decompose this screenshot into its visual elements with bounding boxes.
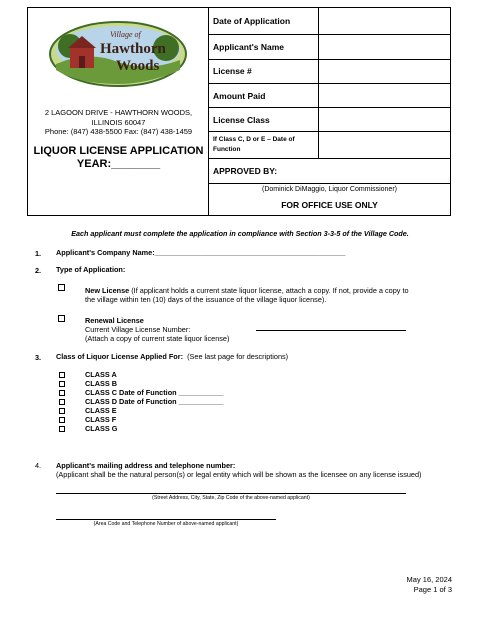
class-a-label: CLASS A bbox=[85, 370, 117, 379]
q3-label: Class of Liquor License Applied For: bbox=[56, 352, 184, 361]
class-g-checkbox[interactable] bbox=[59, 426, 65, 432]
new-license-note1: (If applicant holds a current state liquor license, attach a copy. If not, provide a copy to bbox=[129, 286, 409, 295]
logo-text-bottom: Woods bbox=[116, 58, 160, 74]
label-date-of-function: If Class C, D or E – Date of Function bbox=[209, 132, 319, 158]
label-applicant-name: Applicant's Name bbox=[209, 35, 319, 59]
row-license-class bbox=[209, 108, 450, 132]
row-applicant-name bbox=[209, 35, 450, 60]
current-license-number-label: Current Village License Number: bbox=[85, 325, 191, 334]
q1-number: 1. bbox=[35, 249, 42, 258]
field-date-of-application[interactable] bbox=[319, 8, 450, 34]
q2-label: Type of Application: bbox=[56, 265, 126, 274]
class-d-label: CLASS D Date of Function ___________ bbox=[85, 397, 224, 406]
title-line1: LIQUOR LICENSE APPLICATION bbox=[33, 145, 204, 157]
class-d-checkbox[interactable] bbox=[59, 399, 65, 405]
renewal-license-label: Renewal License bbox=[85, 316, 144, 325]
class-f-checkbox[interactable] bbox=[59, 417, 65, 423]
field-license-class[interactable] bbox=[319, 108, 450, 131]
address-line1: 2 LAGOON DRIVE - HAWTHORN WOODS, bbox=[44, 108, 193, 117]
address-line2: ILLINOIS 60047 bbox=[91, 117, 146, 127]
mailing-address-caption: (Street Address, City, State, Zip Code of the above-named applicant) bbox=[152, 495, 310, 501]
field-amount-paid[interactable] bbox=[319, 84, 450, 107]
row-license-number bbox=[209, 60, 450, 85]
class-f-label: CLASS F bbox=[85, 415, 117, 424]
label-approved-by: APPROVED BY: bbox=[213, 165, 278, 176]
class-c-label: CLASS C Date of Function ___________ bbox=[85, 388, 224, 397]
renewal-license-checkbox[interactable] bbox=[58, 315, 65, 322]
field-date-of-function[interactable] bbox=[319, 132, 450, 158]
label-license-number: License # bbox=[209, 60, 319, 84]
title-year[interactable]: YEAR:________ bbox=[76, 158, 161, 170]
mailing-address-field[interactable] bbox=[56, 486, 406, 494]
phone-fax: Phone: (847) 438-5500 Fax: (847) 438-1459 bbox=[44, 127, 193, 136]
page-footer bbox=[407, 575, 452, 594]
class-g-label: CLASS G bbox=[85, 424, 118, 433]
q2-number: 2. bbox=[35, 266, 42, 275]
q4-note: (Applicant shall be the natural person(s) or legal entity which will be shown as the licensee on any license issued) bbox=[56, 470, 422, 479]
class-c-checkbox[interactable] bbox=[59, 390, 65, 396]
label-amount-paid: Amount Paid bbox=[209, 84, 319, 107]
logo-text-top: Village of bbox=[110, 30, 141, 39]
village-logo bbox=[48, 20, 188, 88]
q4-number: 4. bbox=[35, 461, 42, 470]
new-license-label: New License bbox=[85, 286, 130, 295]
row-approved-by[interactable] bbox=[209, 159, 450, 183]
renewal-attach-note: (Attach a copy of current state liquor license) bbox=[85, 334, 230, 343]
label-date-of-application: Date of Application bbox=[209, 8, 319, 34]
class-e-checkbox[interactable] bbox=[59, 408, 65, 414]
row-amount-paid bbox=[209, 84, 450, 108]
q1-label: Applicant's Company Name: bbox=[56, 248, 155, 257]
class-a-checkbox[interactable] bbox=[59, 372, 65, 378]
q3-note: (See last page for descriptions) bbox=[187, 352, 289, 361]
header-left-panel bbox=[28, 8, 209, 215]
field-license-number[interactable] bbox=[319, 60, 450, 84]
logo-text-main: Hawthorn bbox=[100, 41, 166, 57]
field-applicant-name[interactable] bbox=[319, 35, 450, 59]
telephone-field[interactable] bbox=[56, 512, 276, 520]
application-title bbox=[28, 145, 209, 171]
intro-instruction: Each applicant must complete the application in compliance with Section 3-3-5 of the Village Code. bbox=[71, 229, 409, 238]
row-date-of-application bbox=[209, 8, 450, 35]
new-license-checkbox[interactable] bbox=[58, 284, 65, 291]
commissioner-name: (Dominick DiMaggio, Liquor Commissioner) bbox=[209, 183, 450, 196]
class-e-label: CLASS E bbox=[85, 406, 117, 415]
telephone-caption: (Area Code and Telephone Number of above-named applicant) bbox=[93, 521, 239, 527]
class-b-checkbox[interactable] bbox=[59, 381, 65, 387]
q3-line bbox=[56, 352, 288, 362]
current-license-number-field[interactable] bbox=[256, 325, 406, 331]
header-box bbox=[27, 7, 451, 216]
q4-label: Applicant's mailing address and telephone number: bbox=[56, 461, 236, 470]
row-date-of-function bbox=[209, 132, 450, 159]
new-license-note2: the village within ten (10) days of the issuance of the village liquor license). bbox=[85, 295, 327, 304]
q1-line bbox=[56, 248, 345, 258]
office-use-only: FOR OFFICE USE ONLY bbox=[281, 200, 378, 211]
office-use-panel bbox=[209, 8, 450, 215]
village-address bbox=[28, 108, 209, 137]
footer-date: May 16, 2024 bbox=[406, 575, 452, 584]
label-license-class: License Class bbox=[209, 108, 319, 131]
q3-number: 3. bbox=[35, 353, 42, 362]
company-name-field[interactable]: _______________________________________________ bbox=[154, 248, 346, 257]
footer-page: Page 1 of 3 bbox=[413, 584, 452, 594]
class-b-label: CLASS B bbox=[85, 379, 118, 388]
